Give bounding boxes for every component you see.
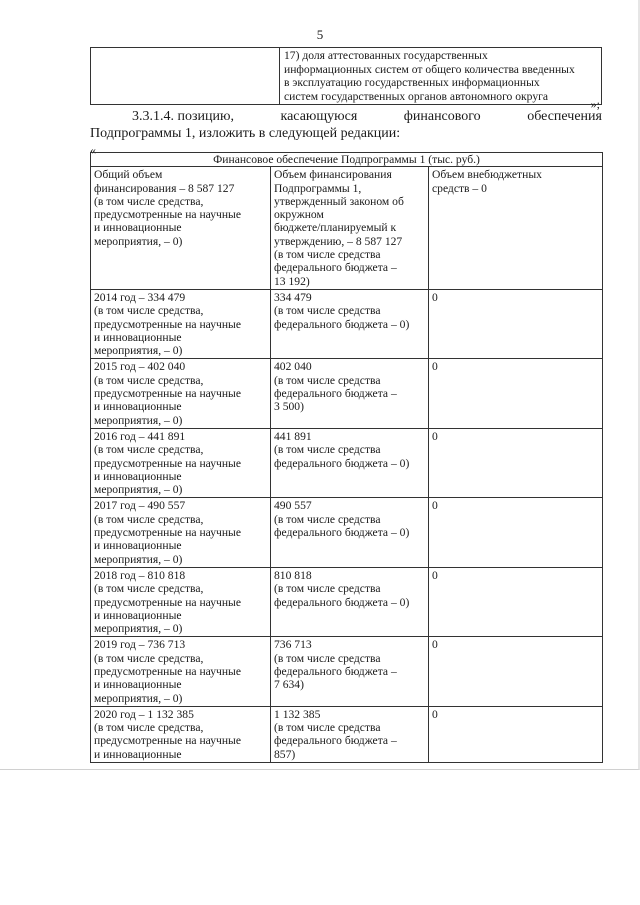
cell-line: Подпрограммы 1, — [274, 181, 362, 195]
cell-line: предусмотренные на научные — [94, 595, 241, 609]
cell-line: в эксплуатацию государственных информационных — [284, 76, 540, 89]
cell-line: (в том числе средства, — [94, 194, 204, 208]
cell-line: 7 634) — [274, 678, 304, 692]
cell-line: предусмотренные на научные — [94, 317, 241, 331]
cell-line: и инновационные — [94, 469, 182, 483]
year-subprogram-cell — [271, 498, 429, 567]
cell-line: утверждению, – 8 587 127 — [274, 234, 403, 248]
paragraph-word: касающуюся — [280, 109, 358, 124]
cell-line: систем государственных органов автономного округа — [284, 89, 549, 103]
cell-line: и инновационные — [94, 330, 182, 344]
cell-line: Объем финансирования — [274, 168, 392, 182]
cell-line: (в том числе средства — [274, 248, 381, 262]
year-total-cell — [91, 289, 271, 358]
table-header-row — [91, 167, 603, 290]
cell-line: 0 — [432, 290, 438, 304]
cell-line: 2016 год – 441 891 — [94, 429, 186, 443]
cell-line: федерального бюджета – 0) — [274, 595, 410, 609]
cell-line: и инновационные — [94, 747, 182, 761]
year-subprogram-cell — [271, 567, 429, 636]
cell-line: (в том числе средства — [274, 373, 381, 387]
cell-line: федерального бюджета – 0) — [274, 456, 410, 470]
cell-line: 810 818 — [274, 568, 312, 582]
year-subprogram-cell — [271, 359, 429, 428]
paragraph-line-2: Подпрограммы 1, изложить в следующей редакции: — [90, 126, 401, 141]
cell-line: и инновационные — [94, 678, 182, 692]
cell-line: мероприятия, – 0) — [94, 691, 183, 705]
cell-line: мероприятия, – 0) — [94, 234, 183, 248]
cell-line: и инновационные — [94, 221, 182, 235]
page-number: 5 — [316, 27, 324, 42]
cell-line: 0 — [432, 360, 438, 374]
cell-line: 0 — [432, 499, 438, 513]
year-extrabudgetary-cell — [429, 567, 603, 636]
cell-line: 13 192) — [274, 274, 310, 288]
year-extrabudgetary-cell — [429, 498, 603, 567]
cell-line: (в том числе средства — [274, 443, 381, 457]
cell-line: бюджете/планируемый к — [274, 221, 397, 235]
cell-line: предусмотренные на научные — [94, 734, 241, 748]
cell-line: 2014 год – 334 479 — [94, 290, 186, 304]
cell-line: (в том числе средства, — [94, 721, 204, 735]
cell-line: 2018 год – 810 818 — [94, 568, 186, 582]
extrabudgetary-cell — [429, 167, 603, 290]
amendment-paragraph — [90, 108, 602, 142]
cell-line: средств – 0 — [432, 181, 487, 195]
opening-quote: « — [90, 143, 96, 157]
cell-line: 490 557 — [274, 499, 312, 513]
cell-line: и инновационные — [94, 608, 182, 622]
table-caption-row — [91, 153, 603, 167]
cell-line: окружном — [274, 208, 324, 222]
cell-line: утвержденный законом об — [274, 194, 404, 208]
cell-line: 3 500) — [274, 400, 304, 414]
year-extrabudgetary-cell — [429, 289, 603, 358]
cell-line: федерального бюджета – — [274, 387, 397, 401]
cell-line: предусмотренные на научные — [94, 208, 241, 222]
total-financing-cell — [91, 167, 271, 290]
cell-line: (в том числе средства, — [94, 512, 204, 526]
cell-line: (в том числе средства — [274, 582, 381, 596]
cell-line: (в том числе средства — [274, 512, 381, 526]
table-row — [91, 706, 603, 762]
cell-line: и инновационные — [94, 400, 182, 414]
cell-line: 0 — [432, 707, 438, 721]
table-row — [91, 359, 603, 428]
cell-line: 0 — [432, 429, 438, 443]
year-total-cell — [91, 428, 271, 497]
year-extrabudgetary-cell — [429, 428, 603, 497]
year-subprogram-cell — [271, 289, 429, 358]
cell-line: 2020 год – 1 132 385 — [94, 707, 194, 721]
cell-line: предусмотренные на научные — [94, 387, 241, 401]
cell-line: федерального бюджета – — [274, 664, 397, 678]
paragraph-line-1 — [90, 108, 602, 125]
cell-line: 2017 год – 490 557 — [94, 499, 186, 513]
cell-line: федерального бюджета – — [274, 261, 397, 275]
cell-line: (в том числе средства — [274, 304, 381, 318]
table-row — [91, 289, 603, 358]
cell-line: (в том числе средства, — [94, 373, 204, 387]
cell-line: (в том числе средства, — [94, 443, 204, 457]
year-total-cell — [91, 498, 271, 567]
cell-line: 402 040 — [274, 360, 312, 374]
year-subprogram-cell — [271, 706, 429, 762]
indicator-table — [90, 47, 602, 105]
cell-line: мероприятия, – 0) — [94, 413, 183, 427]
cell-line: предусмотренные на научные — [94, 664, 241, 678]
empty-cell — [91, 48, 280, 105]
cell-line: 0 — [432, 568, 438, 582]
closing-quote: »; — [590, 97, 600, 111]
cell-line: (в том числе средства, — [94, 304, 204, 318]
cell-line: 2015 год – 402 040 — [94, 360, 186, 374]
financing-table — [90, 152, 603, 763]
cell-line: 736 713 — [274, 638, 312, 652]
paragraph-word: обеспечения — [527, 109, 602, 124]
table-caption: Финансовое обеспечение Подпрограммы 1 (тыс. руб.) — [91, 153, 603, 167]
year-subprogram-cell — [271, 637, 429, 706]
cell-line: мероприятия, – 0) — [94, 552, 183, 566]
year-subprogram-cell — [271, 428, 429, 497]
table-row — [91, 48, 602, 105]
cell-line: предусмотренные на научные — [94, 526, 241, 540]
cell-line: 2019 год – 736 713 — [94, 638, 186, 652]
paragraph-word: 3.3.1.4. позицию, — [132, 109, 234, 124]
cell-line: 441 891 — [274, 429, 312, 443]
year-extrabudgetary-cell — [429, 637, 603, 706]
table-row — [91, 637, 603, 706]
year-total-cell — [91, 706, 271, 762]
cell-line: Объем внебюджетных — [432, 168, 542, 182]
cell-line: мероприятия, – 0) — [94, 622, 183, 636]
cell-line: федерального бюджета – 0) — [274, 317, 410, 331]
cell-line: мероприятия, – 0) — [94, 344, 183, 358]
table-row — [91, 567, 603, 636]
year-extrabudgetary-cell — [429, 706, 603, 762]
cell-line: 334 479 — [274, 290, 312, 304]
table-row — [91, 498, 603, 567]
cell-line: информационных систем от общего количества введенных — [284, 62, 575, 76]
cell-line: финансирования – 8 587 127 — [94, 181, 235, 195]
cell-line: (в том числе средства, — [94, 582, 204, 596]
subprogram-financing-cell — [271, 167, 429, 290]
table-row — [91, 428, 603, 497]
indicator-cell — [280, 48, 602, 105]
cell-line: (в том числе средства, — [94, 651, 204, 665]
cell-line: и инновационные — [94, 539, 182, 553]
cell-line: (в том числе средства — [274, 721, 381, 735]
year-total-cell — [91, 637, 271, 706]
cell-line: (в том числе средства — [274, 651, 381, 665]
cell-line: Общий объем — [94, 168, 163, 182]
year-total-cell — [91, 567, 271, 636]
cell-line: 17) доля аттестованных государственных — [284, 49, 488, 62]
cell-line: предусмотренные на научные — [94, 456, 241, 470]
paragraph-word: финансового — [403, 109, 481, 124]
cell-line: федерального бюджета – — [274, 734, 397, 748]
cell-line: 0 — [432, 638, 438, 652]
cell-line: мероприятия, – 0) — [94, 483, 183, 497]
cell-line: 857) — [274, 747, 296, 761]
year-total-cell — [91, 359, 271, 428]
cell-line: 1 132 385 — [274, 707, 321, 721]
cell-line: федерального бюджета – 0) — [274, 526, 410, 540]
year-extrabudgetary-cell — [429, 359, 603, 428]
